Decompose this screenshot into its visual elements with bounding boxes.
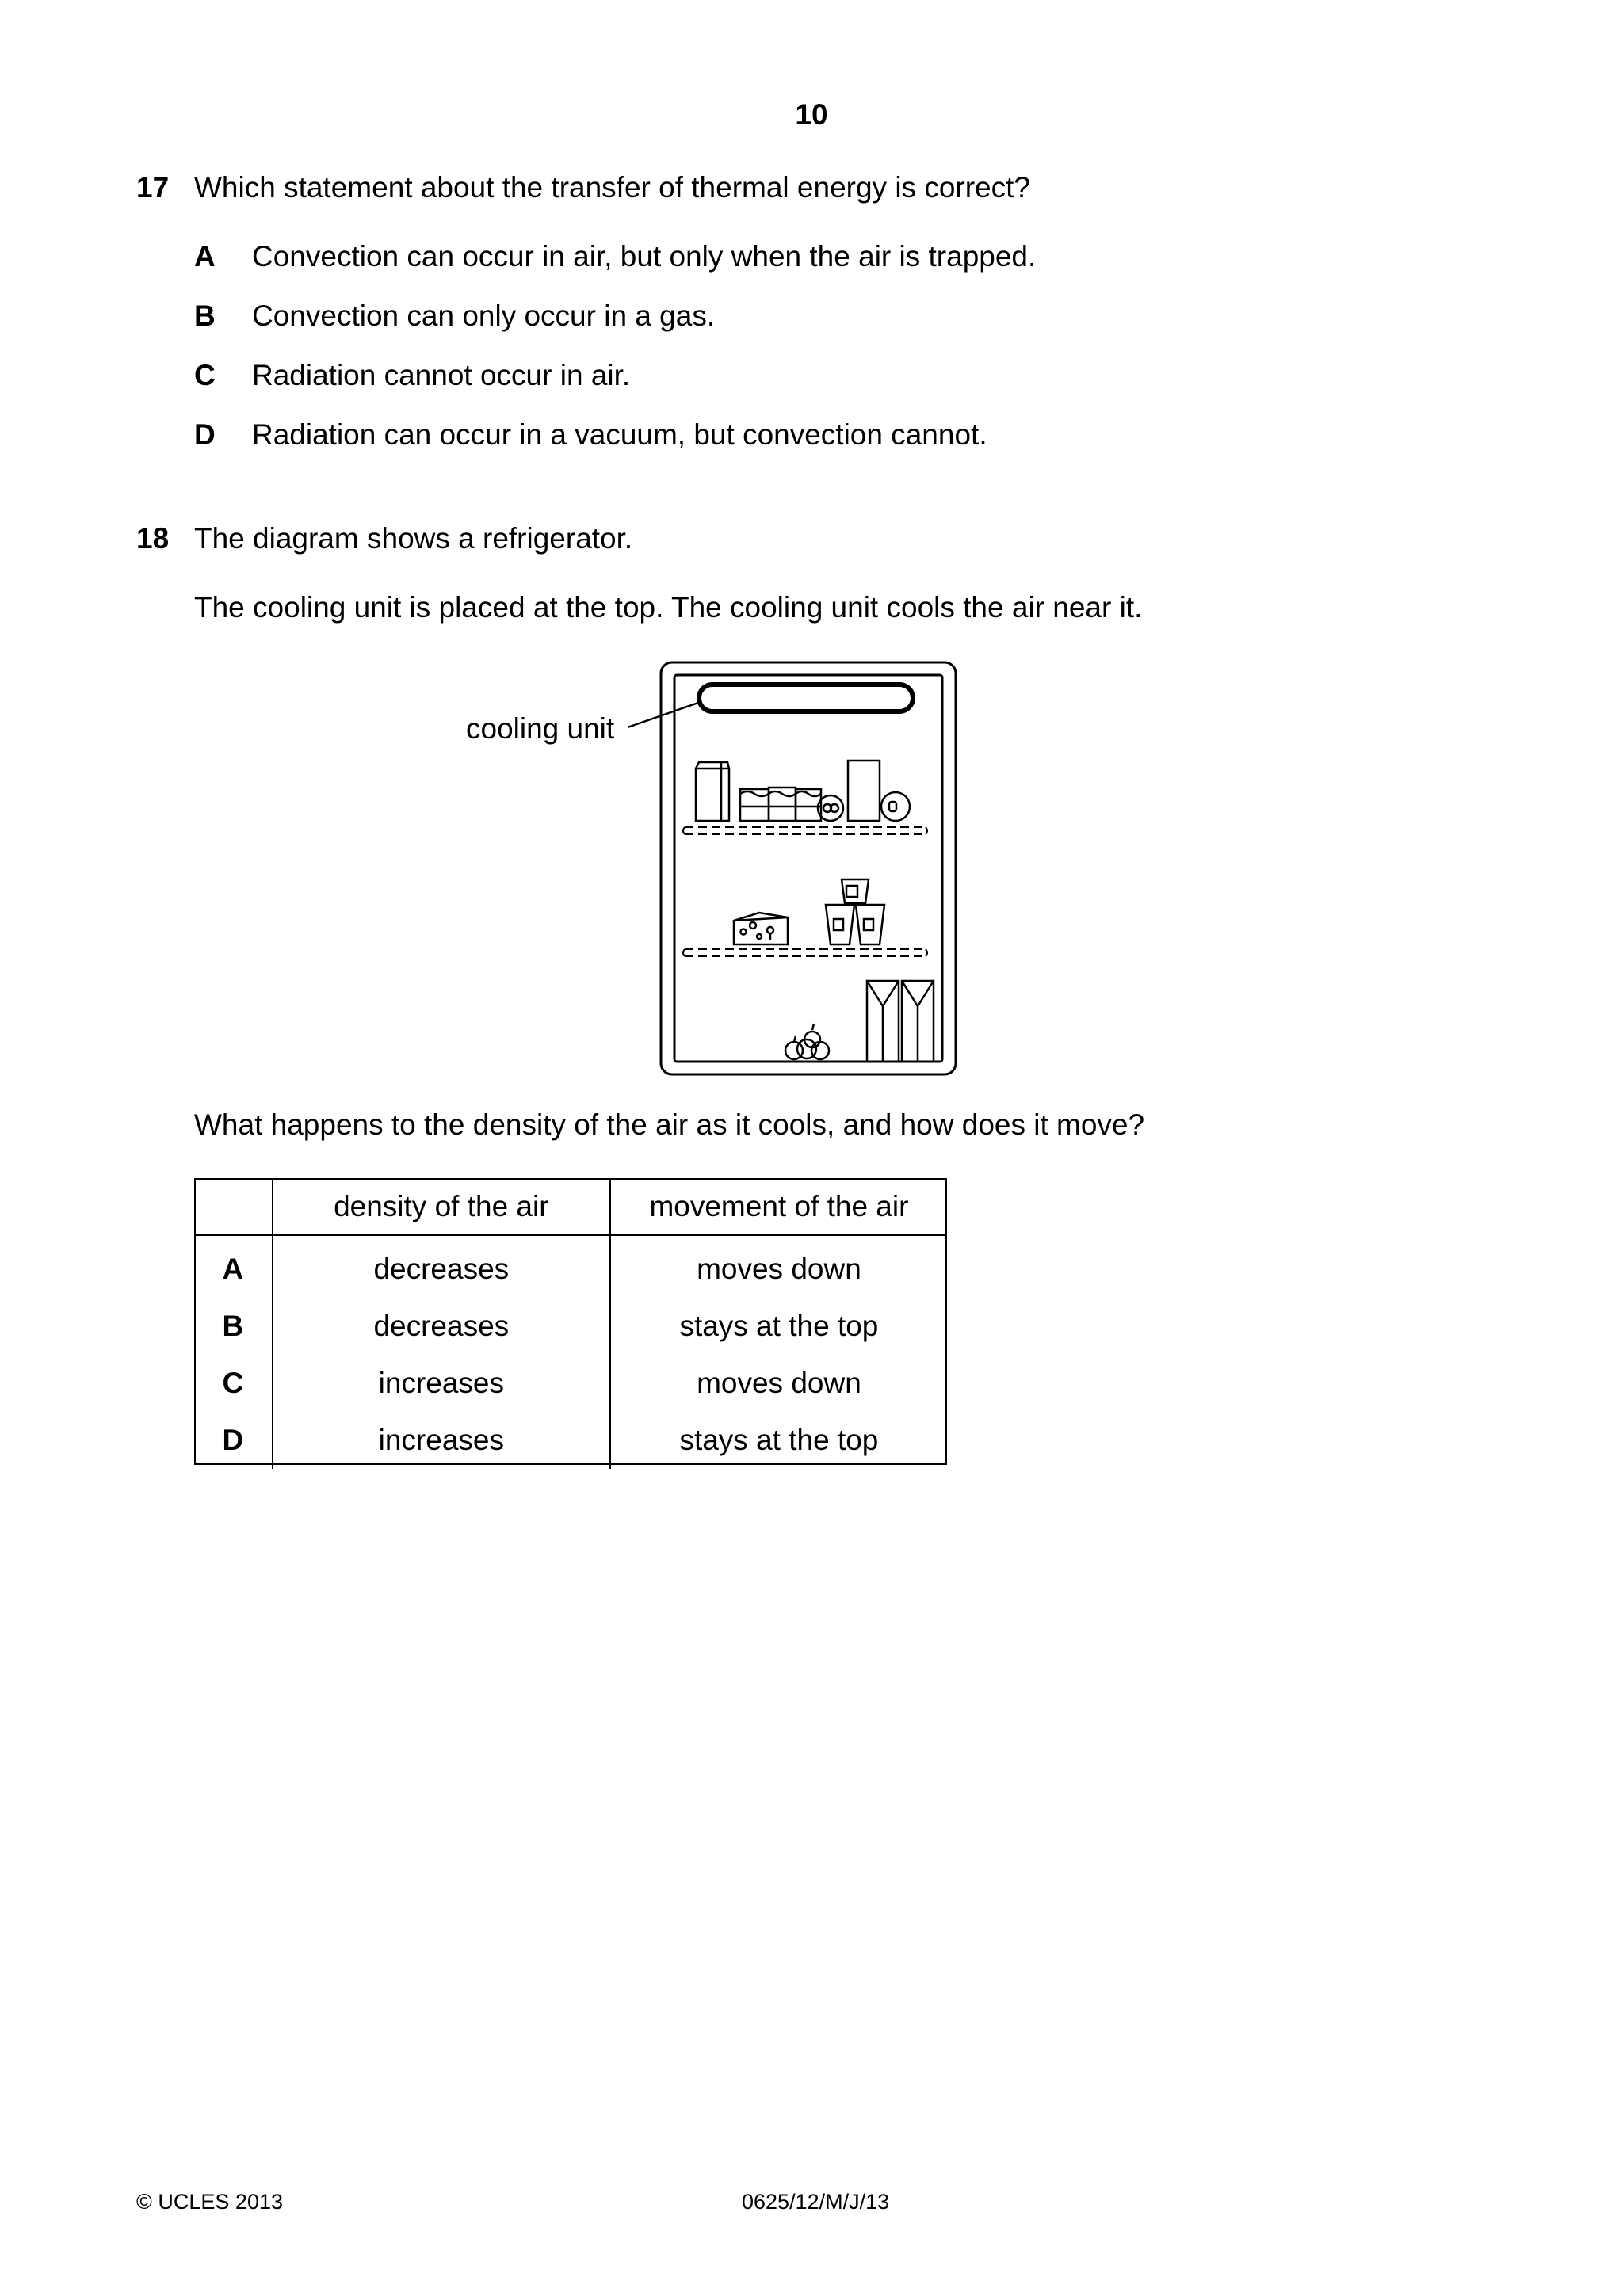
row-density: decreases [273, 1298, 610, 1355]
q17-option-letter-c: C [194, 359, 216, 391]
row-letter: A [222, 1253, 244, 1285]
row-letter: B [222, 1310, 244, 1342]
row-density: increases [273, 1412, 610, 1469]
row-movement: stays at the top [679, 1424, 879, 1456]
question-17-text: Which statement about the transfer of thermal energy is correct? [194, 171, 1030, 204]
row-letter: D [222, 1424, 244, 1456]
table-header-movement: movement of the air [610, 1178, 947, 1235]
page-number: 10 [795, 98, 828, 131]
middle-shelf [683, 949, 927, 956]
middle-shelf-items [734, 879, 884, 944]
table-header-letter [194, 1178, 273, 1235]
footer-paper-code: 0625/12/M/J/13 [742, 2190, 890, 2214]
bottom-items [785, 981, 934, 1062]
row-density: decreases [273, 1235, 610, 1298]
question-18-number: 18 [136, 522, 170, 555]
question-17-number: 17 [136, 171, 170, 204]
row-density: increases [273, 1355, 610, 1412]
q17-option-text-b: Convection can only occur in a gas. [252, 299, 716, 332]
top-shelf [683, 827, 927, 834]
cooling-unit-leader-line [628, 702, 701, 727]
table-row [194, 1235, 947, 1298]
table-row [194, 1412, 947, 1469]
table-header-row [194, 1178, 947, 1235]
row-movement: stays at the top [679, 1310, 879, 1342]
question-18-line2: The cooling unit is placed at the top. The cooling unit cools the air near it. [194, 591, 1143, 624]
row-movement: moves down [697, 1253, 861, 1285]
refrigerator-outer-body [661, 662, 956, 1074]
table-row [194, 1355, 947, 1412]
answer-table [194, 1178, 947, 1469]
q17-option-letter-b: B [194, 299, 216, 332]
q17-option-text-d: Radiation can occur in a vacuum, but convection cannot. [252, 418, 987, 451]
row-letter: C [222, 1367, 244, 1399]
cooling-unit-label: cooling unit [466, 712, 615, 745]
q17-option-letter-a: A [194, 240, 216, 273]
q17-option-text-c: Radiation cannot occur in air. [252, 359, 631, 391]
footer-copyright: © UCLES 2013 [136, 2190, 283, 2214]
question-18-line1: The diagram shows a refrigerator. [194, 522, 633, 555]
row-movement: moves down [697, 1367, 861, 1399]
q17-option-letter-d: D [194, 418, 216, 451]
cooling-unit [699, 685, 913, 711]
top-shelf-items [696, 761, 910, 821]
refrigerator-diagram [618, 658, 967, 1085]
table-header-density: density of the air [273, 1178, 610, 1235]
table-row [194, 1298, 947, 1355]
question-18-prompt: What happens to the density of the air as it cools, and how does it move? [194, 1108, 1145, 1141]
q17-option-text-a: Convection can occur in air, but only when the air is trapped. [252, 240, 1037, 273]
